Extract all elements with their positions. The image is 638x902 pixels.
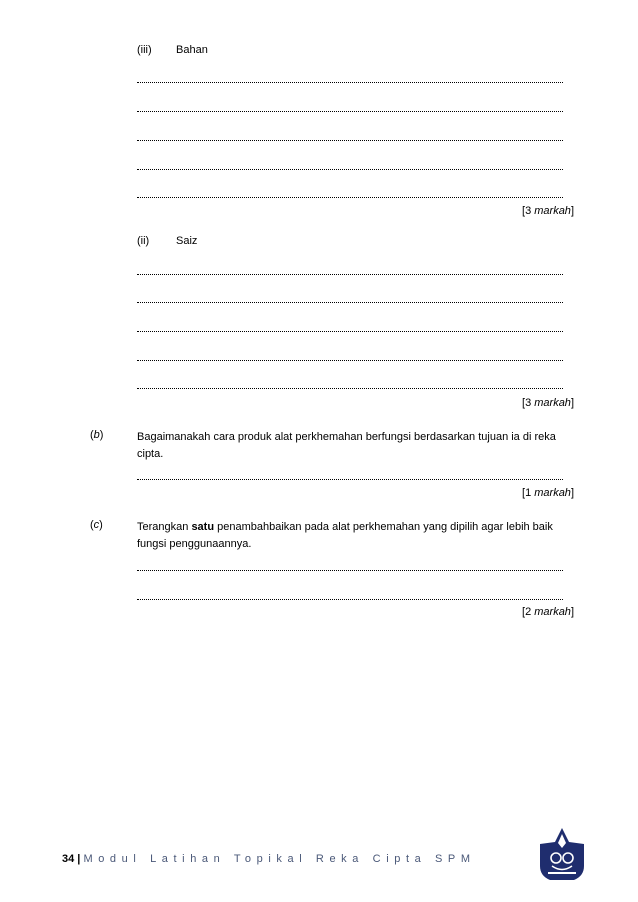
question-text: Terangkan satu penambahbaikan pada alat perkhemahan yang dipilih agar lebih baik fungsi penggunaannya. [137,521,553,550]
answer-line[interactable] [137,272,563,275]
page-number: 34 [62,853,75,865]
answer-line[interactable] [137,597,563,600]
question-letter: (b) [90,429,104,441]
education-department-crest-icon [540,828,584,880]
marks-allocation: [3 markah] [522,205,574,217]
answer-line[interactable] [137,477,563,480]
answer-line[interactable] [137,300,563,303]
answer-line[interactable] [137,109,563,112]
answer-line[interactable] [137,386,563,389]
answer-line[interactable] [137,138,563,141]
answer-line[interactable] [137,167,563,170]
emphasis-word: satu [191,521,215,533]
answer-line[interactable] [137,195,563,198]
answer-line[interactable] [137,80,563,83]
question-number: (ii) [137,235,150,247]
question-number: (iii) [137,44,152,56]
question-label: Bahan [176,44,208,56]
answer-line[interactable] [137,358,563,361]
marks-allocation: [2 markah] [522,606,574,618]
page-footer [62,853,476,865]
question-letter: (c) [90,519,103,531]
marks-allocation: [1 markah] [522,487,574,499]
marks-allocation: [3 markah] [522,397,574,409]
question-text: Bagaimanakah cara produk alat perkhemahan berfungsi berdasarkan tujuan ia di reka cipta. [137,431,556,460]
footer-separator: | [74,853,84,865]
answer-line[interactable] [137,568,563,571]
footer-title: Modul Latihan Topikal Reka Cipta SPM [83,853,476,865]
question-label: Saiz [176,235,198,247]
answer-line[interactable] [137,329,563,332]
